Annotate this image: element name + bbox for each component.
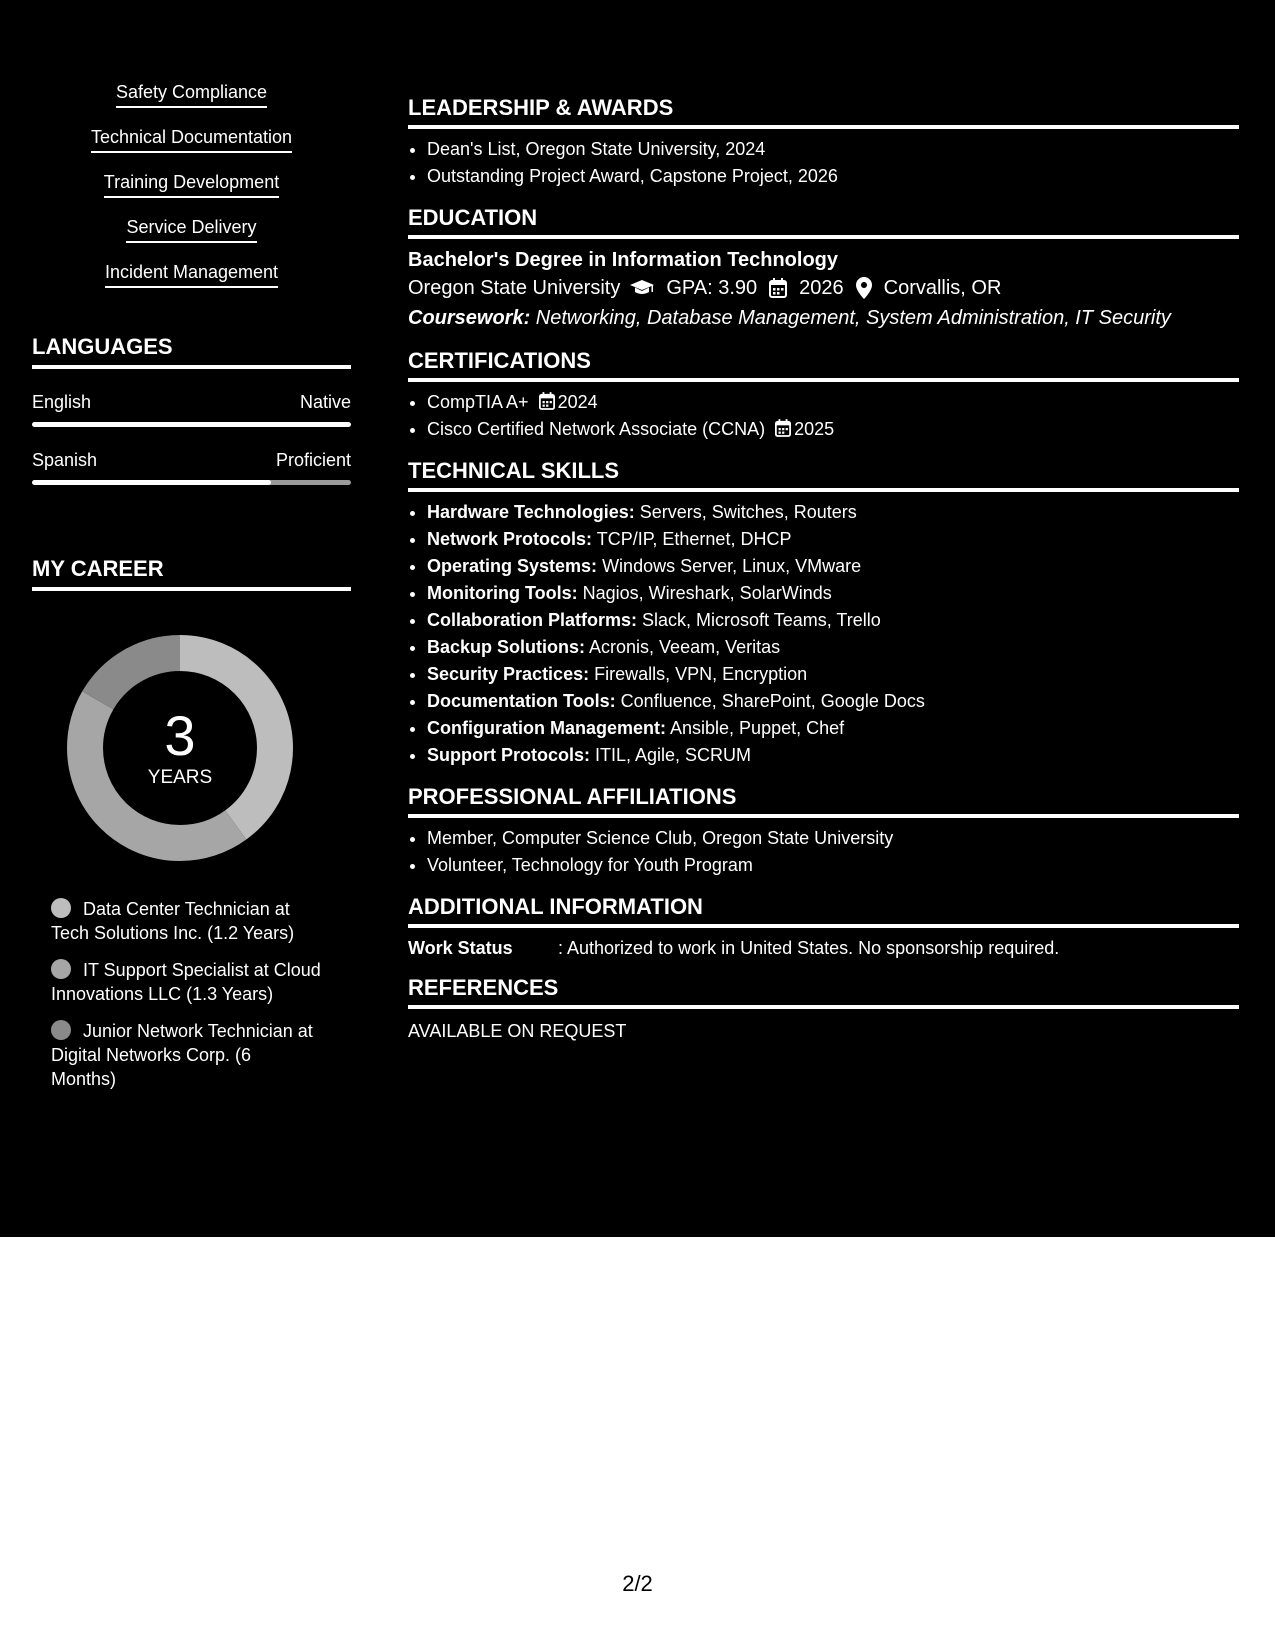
technical-skill-item [427, 715, 1239, 742]
career-label: Junior Network Technician at Digital Networks Corp. (6 Months) [51, 1021, 313, 1089]
career-dot-icon [51, 898, 71, 918]
gpa: GPA: 3.90 [666, 277, 758, 299]
school-name: Oregon State University [408, 277, 621, 299]
skill-values: Nagios, Wireshark, SolarWinds [577, 583, 832, 603]
skill-category: Operating Systems: [427, 556, 598, 576]
skill-tag: Training Development [104, 170, 279, 198]
work-status-label: Work Status [408, 938, 513, 958]
certification-list [408, 389, 1239, 443]
calendar-icon [775, 419, 791, 437]
certification-year: 2025 [794, 419, 835, 439]
section-heading: TECHNICAL SKILLS [408, 457, 1239, 492]
language-bar [32, 422, 351, 427]
career-heading: MY CAREER [32, 555, 351, 591]
skill-tag: Service Delivery [126, 215, 256, 243]
graduation-year: 2026 [799, 277, 844, 299]
skill-values: ITIL, Agile, SCRUM [590, 745, 752, 765]
additional-info-section [408, 893, 1239, 960]
skill-values: Servers, Switches, Routers [634, 502, 857, 522]
language-bar [32, 480, 351, 485]
skill-category: Backup Solutions: [427, 637, 586, 657]
skill-category: Configuration Management: [427, 718, 666, 738]
technical-skill-item [427, 607, 1239, 634]
languages-section [32, 333, 351, 485]
skill-values: Ansible, Puppet, Chef [666, 718, 845, 738]
language-name: English [32, 392, 92, 412]
sidebar [32, 80, 351, 1104]
work-status-value: : Authorized to work in United States. No sponsorship required. [558, 938, 1060, 958]
certification-item [427, 416, 1239, 443]
certifications-section [408, 347, 1239, 443]
section-heading: CERTIFICATIONS [408, 347, 1239, 382]
calendar-icon [539, 392, 555, 410]
coursework-list: Networking, Database Management, System Administration, IT Security [530, 307, 1171, 329]
technical-skill-item [427, 499, 1239, 526]
section-heading: PROFESSIONAL AFFILIATIONS [408, 783, 1239, 818]
career-donut-center [65, 633, 295, 863]
section-heading: REFERENCES [408, 974, 1239, 1009]
career-item [51, 1019, 321, 1091]
certification-year: 2024 [557, 392, 598, 412]
section-heading: EDUCATION [408, 204, 1239, 239]
career-donut [65, 633, 295, 863]
career-section [32, 555, 351, 1091]
graduation-cap-icon [630, 279, 654, 297]
certification-name: Cisco Certified Network Associate (CCNA) [427, 419, 766, 439]
skill-values: Confluence, SharePoint, Google Docs [615, 691, 925, 711]
affiliation-list [408, 825, 1239, 879]
certification-item [427, 389, 1239, 416]
certification-name: CompTIA A+ [427, 392, 529, 412]
education-section [408, 204, 1239, 333]
language-row [32, 391, 351, 427]
references-text: AVAILABLE ON REQUEST [408, 1021, 627, 1041]
section-heading: LEADERSHIP & AWARDS [408, 94, 1239, 129]
language-bar-fill [32, 422, 351, 427]
language-bar-fill [32, 480, 271, 485]
references-section [408, 974, 1239, 1043]
skill-tag: Incident Management [105, 260, 278, 288]
career-label: Data Center Technician at Tech Solutions Inc. (1.2 Years) [51, 899, 295, 943]
skill-tag: Safety Compliance [116, 80, 267, 108]
language-level: Native [299, 392, 351, 412]
skill-tag: Technical Documentation [91, 125, 292, 153]
coursework-label: Coursework: [408, 307, 531, 329]
technical-skills-section [408, 457, 1239, 769]
technical-skill-item [427, 526, 1239, 553]
education-meta [408, 273, 1239, 303]
leadership-section [408, 94, 1239, 190]
skill-values: Slack, Microsoft Teams, Trello [637, 610, 881, 630]
technical-skill-item [427, 580, 1239, 607]
technical-skill-item [427, 553, 1239, 580]
technical-skill-item [427, 688, 1239, 715]
page-number: 2/2 [622, 1571, 653, 1596]
skill-values: Acronis, Veeam, Veritas [585, 637, 781, 657]
technical-skill-item [427, 742, 1239, 769]
language-name: Spanish [32, 450, 98, 470]
career-unit: YEARS [147, 767, 213, 788]
skill-category: Monitoring Tools: [427, 583, 578, 603]
career-dot-icon [51, 959, 71, 979]
work-status-row [408, 936, 1239, 960]
skill-category: Security Practices: [427, 664, 590, 684]
school-location: Corvallis, OR [883, 277, 1002, 299]
skill-category: Documentation Tools: [427, 691, 616, 711]
language-level: Proficient [275, 450, 351, 470]
degree-title: Bachelor's Degree in Information Technology [408, 249, 839, 271]
skill-tag-list [32, 80, 351, 305]
award-item: • Outstanding Project Award, Capstone Project, 2026 [427, 163, 1239, 190]
technical-skill-list [408, 499, 1239, 769]
career-total: 3 [164, 704, 196, 767]
award-list [408, 136, 1239, 190]
technical-skill-item [427, 634, 1239, 661]
technical-skill-item [427, 661, 1239, 688]
coursework [408, 303, 1239, 333]
award-item: • Dean's List, Oregon State University, 2024 [427, 136, 1239, 163]
skill-category: Support Protocols: [427, 745, 590, 765]
skill-values: Windows Server, Linux, VMware [597, 556, 862, 576]
calendar-icon [769, 278, 787, 298]
main-content [408, 94, 1239, 1057]
skill-category: Collaboration Platforms: [427, 610, 638, 630]
skill-values: TCP/IP, Ethernet, DHCP [592, 529, 792, 549]
affiliations-section [408, 783, 1239, 879]
affiliation-item: • Volunteer, Technology for Youth Program [427, 852, 1239, 879]
career-label: IT Support Specialist at Cloud Innovations LLC (1.3 Years) [51, 960, 321, 1004]
skill-values: Firewalls, VPN, Encryption [589, 664, 808, 684]
career-dot-icon [51, 1020, 71, 1040]
career-item [51, 958, 321, 1006]
skill-category: Hardware Technologies: [427, 502, 635, 522]
career-list [51, 897, 321, 1091]
affiliation-item: • Member, Computer Science Club, Oregon State University [427, 825, 1239, 852]
skill-category: Network Protocols: [427, 529, 593, 549]
language-row [32, 449, 351, 485]
map-pin-icon [856, 277, 872, 299]
languages-heading: LANGUAGES [32, 333, 351, 369]
career-item [51, 897, 321, 945]
section-heading: ADDITIONAL INFORMATION [408, 893, 1239, 928]
